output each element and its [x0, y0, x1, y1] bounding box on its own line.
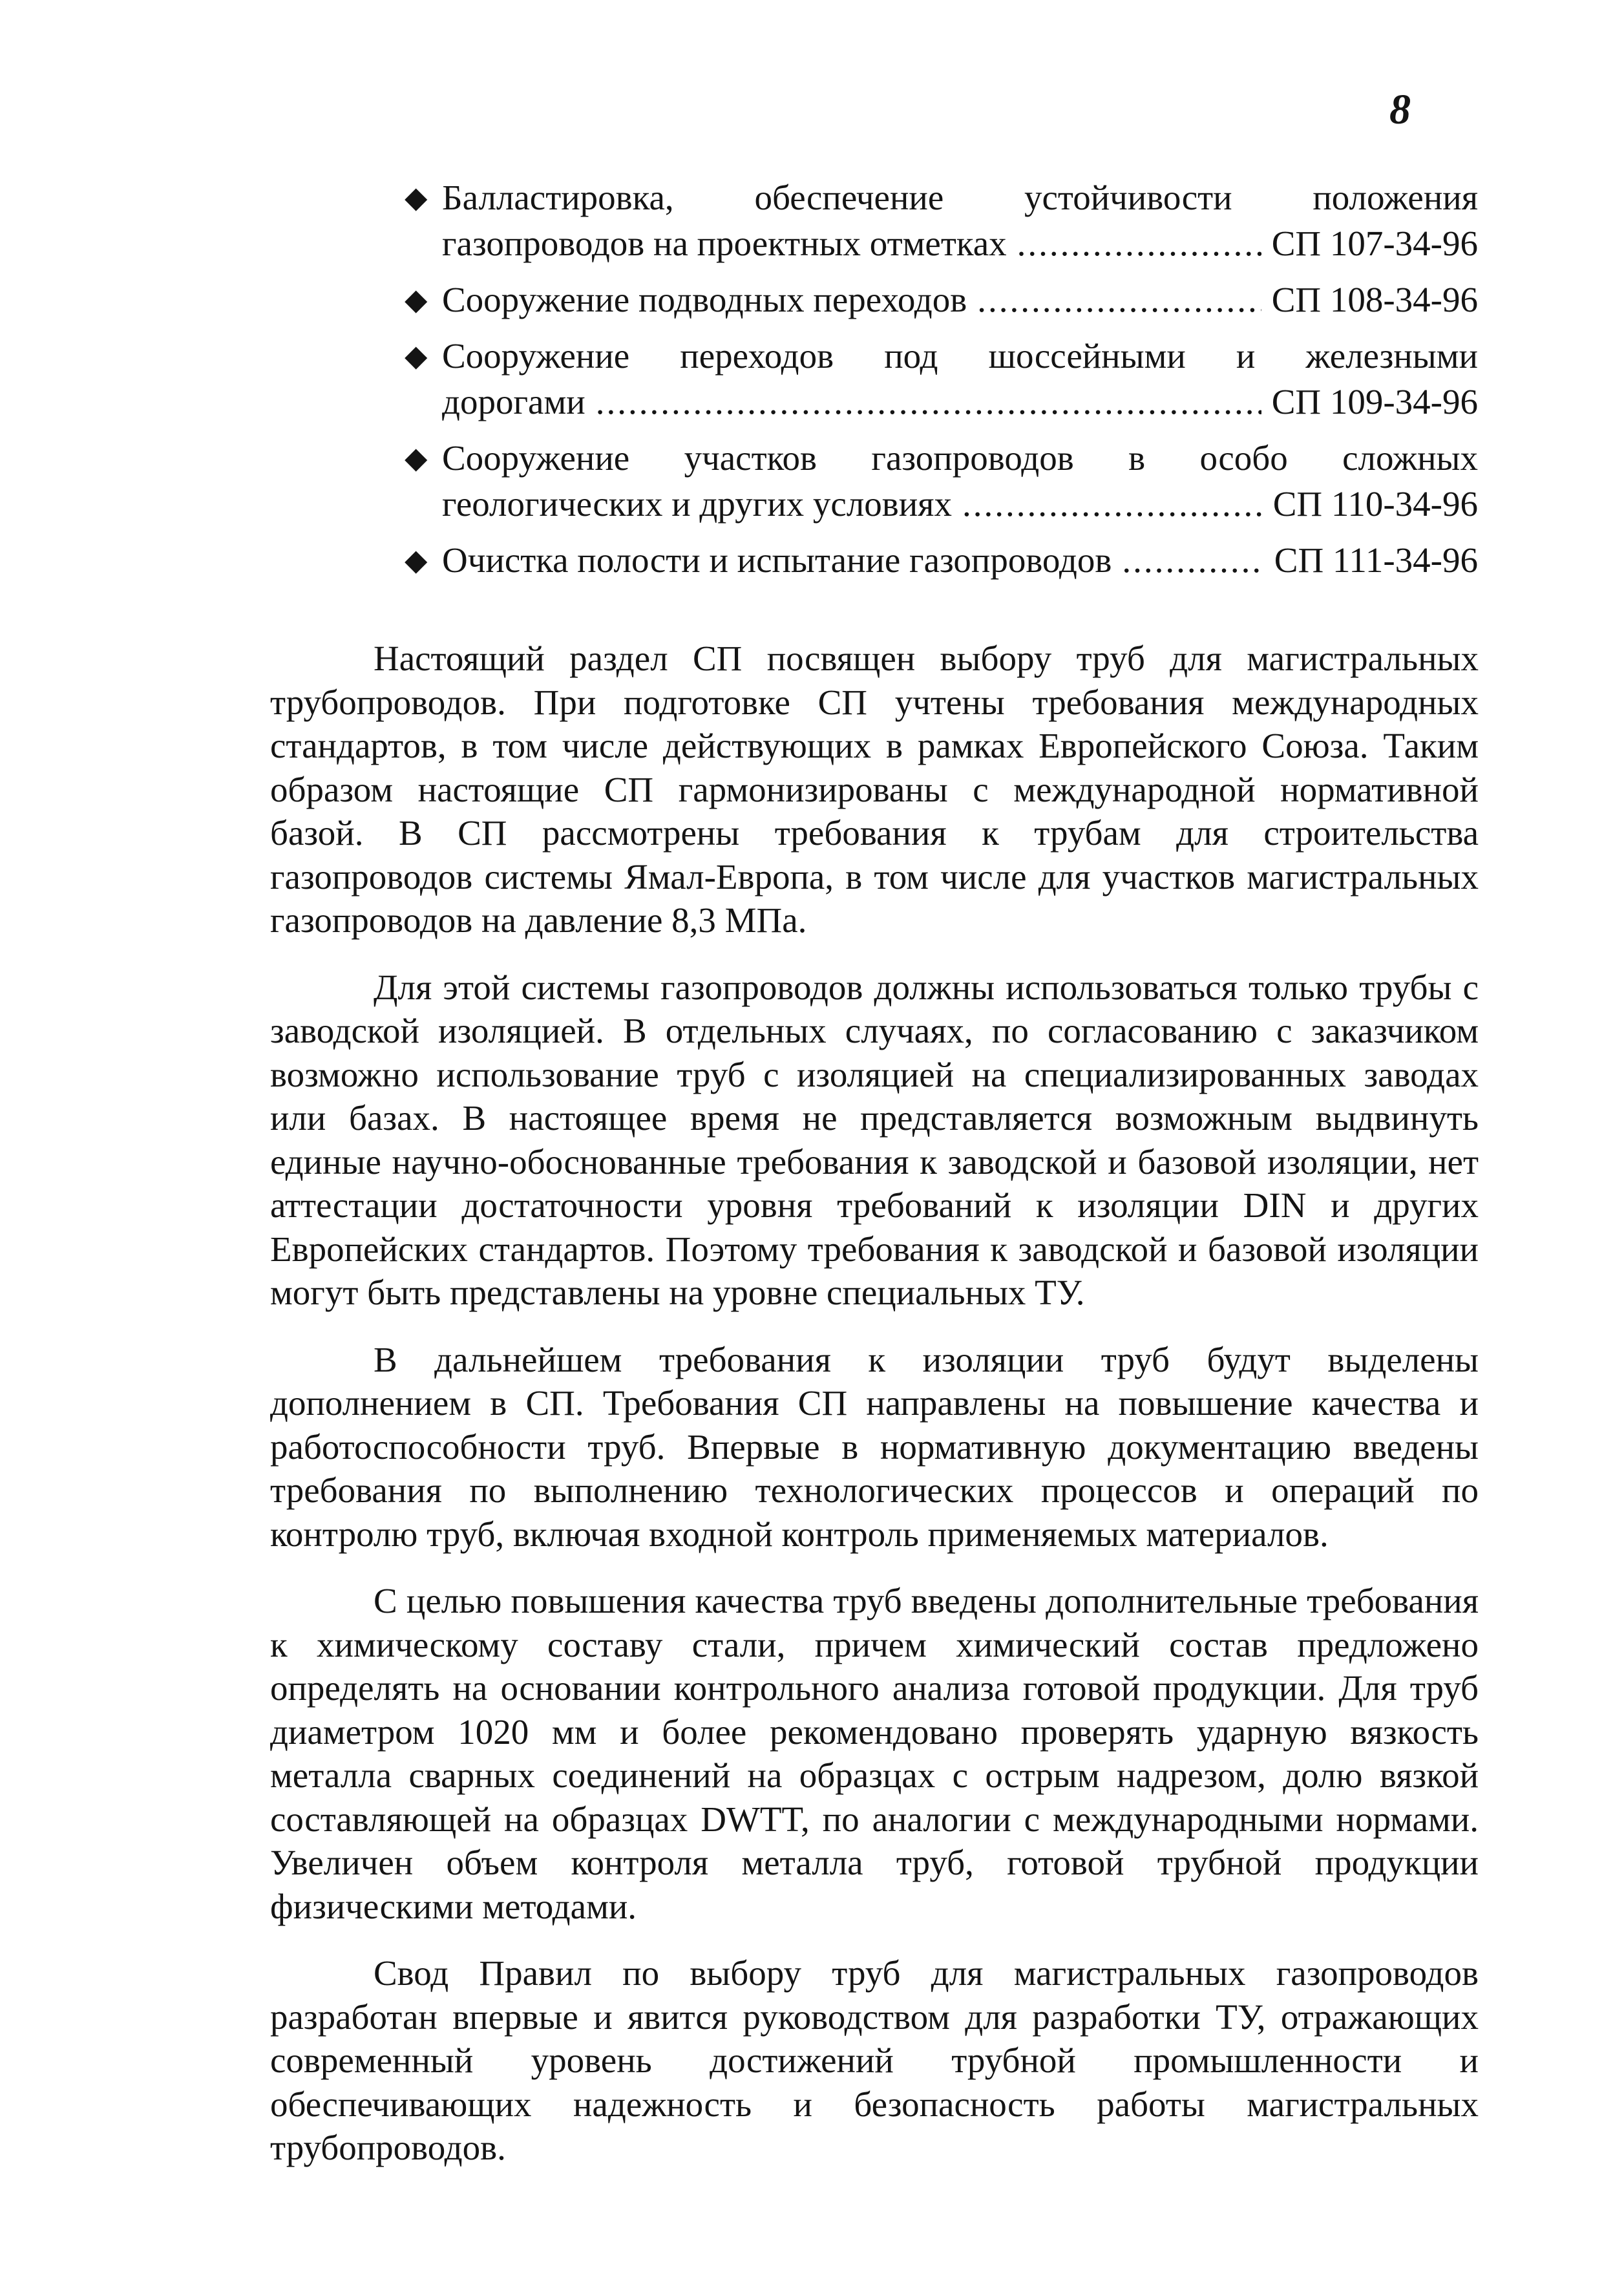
list-item-code: СП 110-34-96 [1272, 484, 1478, 524]
diamond-bullet-icon: ◆ [405, 283, 428, 316]
dot-leader [1017, 220, 1261, 266]
dot-leader [977, 277, 1261, 323]
list-item-text: дорогами [442, 382, 585, 421]
list-item-code-line [442, 481, 1478, 527]
diamond-bullet-icon: ◆ [405, 181, 428, 214]
list-item-code-line [442, 537, 1478, 583]
list-item [395, 333, 1478, 425]
paragraph: С целью повышения качества труб введены дополнительные требования к химическому составу стали, причем химический состав предложено определять на основании контрольного анализа готовой продукции. Для труб диаметром 1020 мм и более рекомендовано проверять ударную вязкость металла сварных соединений на образцах с острым надрезом, долю вязкой составляющей на образцах DWTT, по аналогии с международными нормами. Увеличен объем контроля металла труб, готовой трубной продукции физическими методами. [270, 1581, 1479, 1926]
paragraph: Свод Правил по выбору труб для магистральных газопроводов разработан впервые и явится руководством для разработки ТУ, отражающих современный уровень достижений трубной промышленности и обеспечивающих надежность и безопасность работы магистральных трубопроводов. [270, 1953, 1479, 2167]
list-item [395, 537, 1478, 583]
list-item-text: Балластировка, обеспечение устойчивости положения [442, 178, 1478, 217]
list-item-text: геологических и других условиях [442, 484, 952, 524]
body-text [270, 637, 1479, 2193]
diamond-bullet-icon: ◆ [405, 544, 428, 577]
list-item-text: Сооружение участков газопроводов в особо сложных [442, 438, 1478, 478]
list-item-text: Сооружение подводных переходов [442, 280, 967, 319]
page-number: 8 [1389, 86, 1411, 133]
list-item-code-line [442, 277, 1478, 323]
list-item-code-line [442, 220, 1478, 266]
list-item-code: СП 108-34-96 [1271, 280, 1478, 319]
list-item-code-line [442, 379, 1478, 425]
list-item-code: СП 107-34-96 [1271, 224, 1478, 263]
diamond-bullet-icon: ◆ [405, 441, 428, 474]
standards-list [395, 175, 1478, 593]
paragraph: Настоящий раздел СП посвящен выбору труб для магистральных трубопроводов. При подготовке СП учтены требования международных стандартов, в том числе действующих в рамках Европейского Союза. Таким образом настоящие СП гармонизированы с международной нормативной базой. В СП рассмотрены требования к трубам для строительства газопроводов системы Ямал-Европа, в том числе для участков магистральных газопроводов на давление 8,3 МПа. [270, 639, 1479, 940]
dot-leader [1122, 537, 1263, 583]
dot-leader [596, 379, 1261, 425]
list-item-text: Очистка полости и испытание газопроводов [442, 540, 1112, 580]
list-item-text: Сооружение переходов под шоссейными и железными [442, 336, 1478, 376]
list-item-code: СП 111-34-96 [1274, 540, 1478, 580]
paragraph: В дальнейшем требования к изоляции труб будут выделены дополнением в СП. Требования СП направлены на повышение качества и работоспособности труб. Впервые в нормативную документацию введены требования по выполнению технологических процессов и операций по контролю труб, включая входной контроль применяемых материалов. [270, 1339, 1479, 1554]
list-item [395, 277, 1478, 323]
list-item-text: газопроводов на проектных отметках [442, 224, 1007, 263]
dot-leader [962, 481, 1263, 527]
list-item [395, 175, 1478, 266]
diamond-bullet-icon: ◆ [405, 339, 428, 372]
list-item-code: СП 109-34-96 [1271, 382, 1478, 421]
paragraph: Для этой системы газопроводов должны использоваться только трубы с заводской изоляцией. В отдельных случаях, по согласованию с заказчиком возможно использование труб с изоляцией на специализированных заводах или базах. В настоящее время не представляется возможным выдвинуть единые научно-обоснованные требования к заводской и базовой изоляции, нет аттестации достаточности уровня требований к изоляции DIN и других Европейских стандартов. Поэтому требования к заводской и базовой изоляции могут быть представлены на уровне специальных ТУ. [270, 967, 1479, 1312]
list-item [395, 435, 1478, 527]
